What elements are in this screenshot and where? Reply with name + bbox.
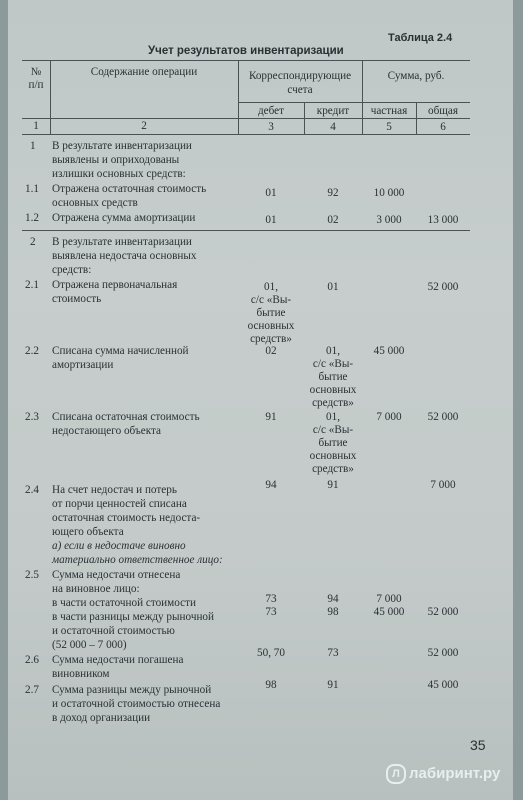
table-title: Учет результатов инвентаризации — [148, 45, 344, 57]
row-2-3-text-2: недостающего объекта — [52, 425, 162, 437]
row-1-text-2: выявлены и оприходованы — [52, 154, 180, 166]
row-2-5-text-6: (52 000 – 7 000) — [52, 639, 127, 651]
header-colnum-4: 4 — [330, 121, 336, 133]
row-1-1-text-2: основных средств — [52, 197, 138, 209]
header-corr-l1: Корреспондирующие — [248, 70, 352, 82]
header-colnum-5: 5 — [386, 121, 392, 133]
header-colnum-3: 3 — [268, 121, 274, 133]
row-2-7-text-2: и остаточной стоимостью отнесена — [52, 698, 221, 710]
row-2-6-text-2: виновником — [52, 668, 110, 680]
row-2-5-text-1: Сумма недостачи отнесена — [52, 569, 181, 581]
row-2-1-text-1: Отражена первоначальная — [52, 279, 178, 291]
row-2-4-text-3: остаточная стоимость недоста- — [52, 512, 201, 524]
header-colnum-2: 2 — [141, 120, 147, 132]
row-2-4-total: 7 000 — [430, 479, 456, 491]
row-2-7-kredit: 91 — [327, 679, 339, 691]
row-2-3-total: 52 000 — [427, 411, 459, 423]
row-2-4-italic-1: а) если в недостаче виновно — [52, 540, 186, 552]
row-2-4-debet: 94 — [265, 479, 277, 491]
row-2-4-kredit: 91 — [327, 479, 339, 491]
row-2-2-text-2: амортизации — [52, 359, 114, 371]
row-1-1-text-1: Отражена остаточная стоимость — [52, 183, 207, 195]
row-2-1-kredit: 01 — [327, 281, 339, 293]
row-2-text-1: В результате инвентаризации — [52, 236, 192, 248]
row-2-2-kredit-5: средств» — [312, 397, 354, 409]
labirint-logo-icon: Л — [386, 764, 406, 784]
header-num-l2: п/п — [28, 79, 44, 91]
row-2-3-kredit-4: основных — [309, 450, 357, 462]
row-1-1-kredit: 92 — [327, 187, 339, 199]
row-2-1-debet-3: бытие — [256, 307, 286, 319]
row-2-6-kredit: 73 — [327, 647, 339, 659]
header-content: Содержание операции — [90, 66, 198, 78]
row-1-2-kredit: 02 — [327, 214, 339, 226]
row-2-5-text-2: на виновное лицо: — [52, 583, 140, 595]
row-2-5-kredit-1: 94 — [327, 593, 339, 605]
row-2-6-debet: 50, 70 — [257, 647, 285, 659]
row-2-5-part-1: 7 000 — [376, 593, 402, 605]
row-2-5-total: 52 000 — [427, 606, 459, 618]
row-2-5-text-5: и остаточной стоимостью — [52, 625, 175, 637]
row-2-4-num: 2.4 — [25, 484, 39, 496]
row-2-3-kredit-1: 01, — [326, 411, 340, 423]
row-2-4-italic-2: материально ответственное лицо: — [52, 554, 223, 566]
row-2-2-text-1: Списана сумма начисленной — [52, 345, 189, 357]
row-2-1-debet-4: основных — [247, 320, 295, 332]
section-divider-line — [22, 230, 470, 231]
row-1-2-debet: 01 — [265, 214, 277, 226]
row-2-7-num: 2.7 — [25, 684, 39, 696]
row-2-5-part-2: 45 000 — [373, 606, 405, 618]
row-2-5-text-4: в части разницы между рыночной — [52, 611, 215, 623]
header-bottom-line — [22, 134, 470, 135]
row-2-2-kredit-4: основных — [309, 384, 357, 396]
row-2-5-num: 2.5 — [25, 569, 39, 581]
header-sum: Сумма, руб. — [387, 70, 445, 82]
row-2-1-total: 52 000 — [427, 281, 459, 293]
row-2-3-kredit-5: средств» — [312, 463, 354, 475]
row-2-3-text-1: Списана остаточная стоимость — [52, 411, 200, 423]
row-1-text-1: В результате инвентаризации — [52, 140, 192, 152]
row-1-num: 1 — [30, 140, 36, 152]
book-page — [8, 0, 513, 800]
table-caption: Таблица 2.4 — [388, 32, 453, 44]
row-2-text-2: выявлена недостача основных — [52, 250, 197, 262]
page-number: 35 — [470, 737, 486, 753]
row-1-2-total: 13 000 — [427, 214, 459, 226]
row-2-num: 2 — [30, 236, 36, 248]
row-2-2-kredit-3: бытие — [318, 371, 348, 383]
row-2-7-debet: 98 — [265, 679, 277, 691]
row-2-1-debet-1: 01, — [264, 281, 278, 293]
row-2-5-kredit-2: 98 — [327, 606, 339, 618]
row-1-2-part: 3 000 — [376, 214, 402, 226]
row-2-6-num: 2.6 — [25, 654, 39, 666]
row-2-text-3: средств: — [52, 264, 92, 276]
row-2-1-num: 2.1 — [25, 279, 39, 291]
row-2-2-part: 45 000 — [373, 345, 405, 357]
row-1-1-debet: 01 — [265, 187, 277, 199]
row-2-6-text-1: Сумма недостачи погашена — [52, 654, 184, 666]
row-1-1-num: 1.1 — [25, 183, 39, 195]
header-total: общая — [427, 105, 458, 117]
header-kredit: кредит — [316, 105, 350, 117]
row-2-7-text-3: в доход организации — [52, 712, 151, 724]
row-2-6-total: 52 000 — [427, 647, 459, 659]
row-2-4-text-2: от порчи ценностей списана — [52, 498, 187, 510]
row-2-5-text-3: в части остаточной стоимости — [52, 597, 196, 609]
row-2-1-debet-2: с/с «Вы- — [250, 294, 292, 306]
row-2-3-kredit-3: бытие — [318, 437, 348, 449]
header-part: частная — [370, 105, 408, 117]
row-2-4-text-4: ющего объекта — [52, 526, 124, 538]
row-2-1-debet-5: средств» — [250, 333, 292, 345]
header-colnum-6: 6 — [440, 121, 446, 133]
header-mid-line — [22, 118, 470, 119]
header-sub-line — [238, 102, 470, 103]
row-1-1-part: 10 000 — [373, 187, 405, 199]
watermark-text: лабиринт.ру — [409, 764, 501, 782]
row-2-7-total: 45 000 — [427, 679, 459, 691]
row-2-3-part: 7 000 — [376, 411, 402, 423]
row-2-5-debet-2: 73 — [265, 606, 277, 618]
row-1-text-3: излишки основных средств: — [52, 168, 186, 180]
row-2-3-debet: 91 — [265, 411, 277, 423]
row-2-2-kredit-2: с/с «Вы- — [312, 358, 354, 370]
row-2-2-kredit-1: 01, — [326, 345, 340, 357]
row-2-2-num: 2.2 — [25, 345, 39, 357]
row-2-1-text-2: стоимость — [52, 293, 102, 305]
header-debet: дебет — [257, 105, 285, 117]
header-top-line — [22, 60, 470, 61]
row-2-3-num: 2.3 — [25, 411, 39, 423]
row-1-2-num: 1.2 — [25, 212, 39, 224]
row-1-2-text-1: Отражена сумма амортизации — [52, 212, 196, 224]
header-num-l1: № — [30, 66, 42, 78]
header-corr-l2: счета — [287, 84, 313, 96]
header-colnum-1: 1 — [33, 120, 39, 132]
row-2-4-text-1: На счет недостач и потерь — [52, 484, 177, 496]
watermark — [386, 764, 500, 784]
row-2-5-debet-1: 73 — [265, 593, 277, 605]
row-2-7-text-1: Сумма разницы между рыночной — [52, 684, 212, 696]
row-2-2-debet: 02 — [265, 345, 277, 357]
row-2-3-kredit-2: с/с «Вы- — [312, 424, 354, 436]
